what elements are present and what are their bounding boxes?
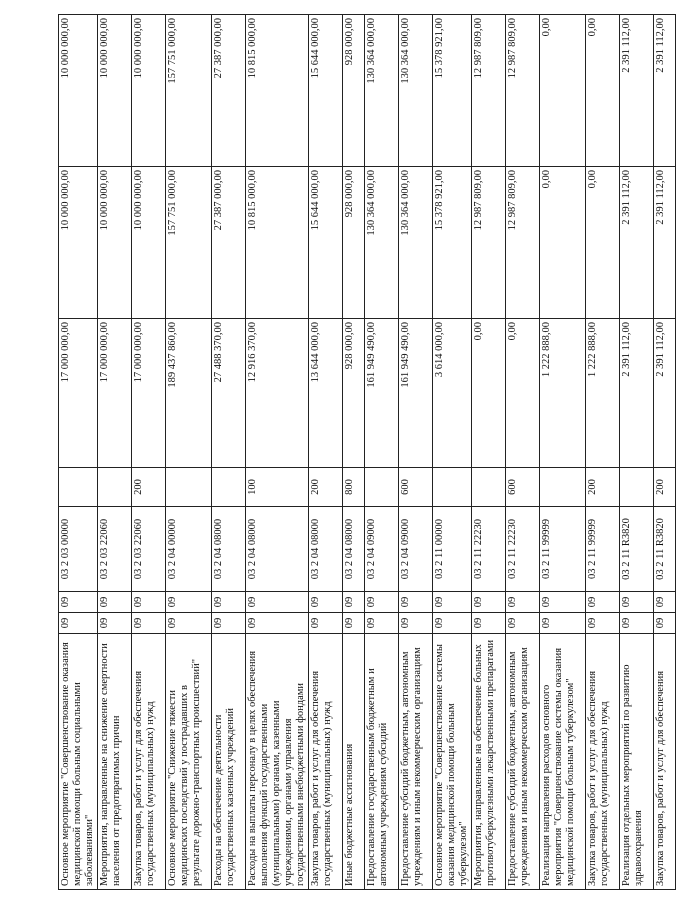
amount-year2-cell: 928 000,00 (343, 167, 365, 319)
amount-year1-cell: 3 614 000,00 (433, 319, 472, 468)
row-name-cell: Основное мероприятие "Совершенствование системы оказания медицинской помощи больным туберкулезом" (433, 634, 472, 890)
table-row (540, 15, 586, 890)
expense-type-cell: 200 (309, 468, 343, 507)
section-code-cell: 09 (246, 592, 309, 613)
row-name-cell: Расходы на выплаты персоналу в целях обеспечения выполнения функций государственными (муниципальными) органами, казенными учреждениями, органами управления государственными внебюджетными фондами (246, 634, 309, 890)
ministry-code-cell: 09 (343, 613, 365, 634)
target-article-cell: 03 2 04 09000 (399, 507, 433, 592)
amount-year3-cell: 130 364 000,00 (365, 15, 399, 167)
amount-year3-cell: 15 378 921,00 (433, 15, 472, 167)
expense-type-cell: 600 (399, 468, 433, 507)
expense-type-cell (620, 468, 654, 507)
table-row (365, 15, 399, 890)
section-code-cell: 09 (506, 592, 540, 613)
amount-year3-cell: 928 000,00 (343, 15, 365, 167)
amount-year1-cell: 2 391 112,00 (654, 319, 676, 468)
amount-year3-cell: 130 364 000,00 (399, 15, 433, 167)
row-name-cell: Предоставление государственным бюджетным и автономным учреждениям субсидий (365, 634, 399, 890)
amount-year2-cell: 10 000 000,00 (132, 167, 166, 319)
amount-year1-cell: 13 644 000,00 (309, 319, 343, 468)
section-code-cell: 09 (212, 592, 246, 613)
ministry-code-cell: 09 (132, 613, 166, 634)
amount-year3-cell: 2 391 112,00 (620, 15, 654, 167)
expense-type-cell (166, 468, 212, 507)
ministry-code-cell: 09 (433, 613, 472, 634)
amount-year3-cell: 10 000 000,00 (98, 15, 132, 167)
ministry-code-cell: 09 (472, 613, 506, 634)
target-article-cell: 03 2 11 22230 (506, 507, 540, 592)
section-code-cell: 09 (654, 592, 676, 613)
amount-year2-cell: 130 364 000,00 (365, 167, 399, 319)
section-code-cell: 09 (472, 592, 506, 613)
ministry-code-cell: 09 (309, 613, 343, 634)
table-row (433, 15, 472, 890)
amount-year2-cell: 10 000 000,00 (98, 167, 132, 319)
amount-year2-cell: 0,00 (586, 167, 620, 319)
row-name-cell: Реализация отдельных мероприятий по развитию здравоохранения (620, 634, 654, 890)
expense-type-cell: 100 (246, 468, 309, 507)
expense-type-cell: 200 (654, 468, 676, 507)
amount-year1-cell: 161 949 490,00 (399, 319, 433, 468)
ministry-code-cell: 09 (399, 613, 433, 634)
amount-year3-cell: 15 644 000,00 (309, 15, 343, 167)
row-name-cell: Иные бюджетные ассигнования (343, 634, 365, 890)
target-article-cell: 03 2 11 00000 (433, 507, 472, 592)
expense-type-cell: 200 (586, 468, 620, 507)
target-article-cell: 03 2 11 22230 (472, 507, 506, 592)
row-name-cell: Основное мероприятие "Совершенствование оказания медицинской помощи больным социальными заболеваниями" (59, 634, 98, 890)
target-article-cell: 03 2 04 08000 (212, 507, 246, 592)
amount-year2-cell: 2 391 112,00 (620, 167, 654, 319)
amount-year2-cell: 2 391 112,00 (654, 167, 676, 319)
amount-year1-cell: 0,00 (472, 319, 506, 468)
expense-type-cell (212, 468, 246, 507)
ministry-code-cell: 09 (59, 613, 98, 634)
ministry-code-cell: 09 (540, 613, 586, 634)
ministry-code-cell: 09 (586, 613, 620, 634)
table-row (59, 15, 98, 890)
row-name-cell: Основное мероприятие "Снижение тяжести медицинских последствий у пострадавших в результате дорожно-транспортных происшествий" (166, 634, 212, 890)
amount-year1-cell: 17 000 000,00 (98, 319, 132, 468)
section-code-cell: 09 (98, 592, 132, 613)
amount-year3-cell: 12 987 809,00 (472, 15, 506, 167)
section-code-cell: 09 (620, 592, 654, 613)
ministry-code-cell: 09 (620, 613, 654, 634)
row-name-cell: Закупка товаров, работ и услуг для обеспечения государственных (муниципальных) нужд (586, 634, 620, 890)
amount-year2-cell: 15 378 921,00 (433, 167, 472, 319)
table-row (472, 15, 506, 890)
amount-year3-cell: 27 387 000,00 (212, 15, 246, 167)
table-row (246, 15, 309, 890)
amount-year2-cell: 12 987 809,00 (506, 167, 540, 319)
amount-year1-cell: 17 000 000,00 (132, 319, 166, 468)
expense-type-cell (98, 468, 132, 507)
amount-year1-cell: 0,00 (506, 319, 540, 468)
amount-year2-cell: 27 387 000,00 (212, 167, 246, 319)
amount-year1-cell: 17 000 000,00 (59, 319, 98, 468)
expense-type-cell: 600 (506, 468, 540, 507)
table-row (343, 15, 365, 890)
target-article-cell: 03 2 11 R3820 (620, 507, 654, 592)
target-article-cell: 03 2 04 08000 (343, 507, 365, 592)
section-code-cell: 09 (540, 592, 586, 613)
table-row (654, 15, 676, 890)
budget-table (58, 14, 676, 890)
row-name-cell: Предоставление субсидий бюджетным, автономным учреждениям и иным некоммерческим организациям (399, 634, 433, 890)
target-article-cell: 03 2 04 00000 (166, 507, 212, 592)
ministry-code-cell: 09 (365, 613, 399, 634)
ministry-code-cell: 09 (166, 613, 212, 634)
amount-year1-cell: 27 488 370,00 (212, 319, 246, 468)
amount-year2-cell: 0,00 (540, 167, 586, 319)
amount-year3-cell: 2 391 112,00 (654, 15, 676, 167)
amount-year2-cell: 10 815 000,00 (246, 167, 309, 319)
target-article-cell: 03 2 04 08000 (246, 507, 309, 592)
table-row (132, 15, 166, 890)
table-row (309, 15, 343, 890)
target-article-cell: 03 2 11 R3820 (654, 507, 676, 592)
row-name-cell: Реализация направления расходов основного мероприятия "Совершенствование системы оказания медицинской помощи больным туберкулезом" (540, 634, 586, 890)
table-row (98, 15, 132, 890)
table-row (212, 15, 246, 890)
table-row (506, 15, 540, 890)
section-code-cell: 09 (343, 592, 365, 613)
amount-year2-cell: 157 751 000,00 (166, 167, 212, 319)
expense-type-cell: 800 (343, 468, 365, 507)
amount-year3-cell: 10 000 000,00 (132, 15, 166, 167)
target-article-cell: 03 2 11 99999 (540, 507, 586, 592)
row-name-cell: Расходы на обеспечение деятельности государственных казенных учреждений (212, 634, 246, 890)
section-code-cell: 09 (365, 592, 399, 613)
amount-year3-cell: 0,00 (586, 15, 620, 167)
target-article-cell: 03 2 04 09000 (365, 507, 399, 592)
ministry-code-cell: 09 (212, 613, 246, 634)
amount-year3-cell: 12 987 809,00 (506, 15, 540, 167)
section-code-cell: 09 (132, 592, 166, 613)
expense-type-cell: 200 (132, 468, 166, 507)
target-article-cell: 03 2 03 22060 (98, 507, 132, 592)
amount-year3-cell: 10 000 000,00 (59, 15, 98, 167)
target-article-cell: 03 2 04 08000 (309, 507, 343, 592)
expense-type-cell (433, 468, 472, 507)
amount-year1-cell: 1 222 888,00 (540, 319, 586, 468)
table-row (586, 15, 620, 890)
amount-year2-cell: 130 364 000,00 (399, 167, 433, 319)
ministry-code-cell: 09 (246, 613, 309, 634)
expense-type-cell (472, 468, 506, 507)
amount-year1-cell: 2 391 112,00 (620, 319, 654, 468)
expense-type-cell (59, 468, 98, 507)
section-code-cell: 09 (586, 592, 620, 613)
row-name-cell: Мероприятия, направленные на снижение смертности населения от предотвратимых причин (98, 634, 132, 890)
amount-year1-cell: 12 916 370,00 (246, 319, 309, 468)
row-name-cell: Закупка товаров, работ и услуг для обеспечения государственных (муниципальных) нужд (309, 634, 343, 890)
amount-year1-cell: 161 949 490,00 (365, 319, 399, 468)
section-code-cell: 09 (59, 592, 98, 613)
ministry-code-cell: 09 (506, 613, 540, 634)
section-code-cell: 09 (309, 592, 343, 613)
section-code-cell: 09 (433, 592, 472, 613)
row-name-cell: Мероприятия, направленные на обеспечение больных противотуберкулезными лекарственными препаратами (472, 634, 506, 890)
amount-year2-cell: 10 000 000,00 (59, 167, 98, 319)
section-code-cell: 09 (399, 592, 433, 613)
target-article-cell: 03 2 03 22060 (132, 507, 166, 592)
row-name-cell: Предоставление субсидий бюджетным, автономным учреждениям и иным некоммерческим организациям (506, 634, 540, 890)
expense-type-cell (540, 468, 586, 507)
target-article-cell: 03 2 11 99999 (586, 507, 620, 592)
expense-type-cell (365, 468, 399, 507)
row-name-cell: Закупка товаров, работ и услуг для обеспечения (654, 634, 676, 890)
table-row (620, 15, 654, 890)
table-row (166, 15, 212, 890)
amount-year1-cell: 1 222 888,00 (586, 319, 620, 468)
amount-year3-cell: 0,00 (540, 15, 586, 167)
target-article-cell: 03 2 03 00000 (59, 507, 98, 592)
table-row (399, 15, 433, 890)
row-name-cell: Закупка товаров, работ и услуг для обеспечения государственных (муниципальных) нужд (132, 634, 166, 890)
section-code-cell: 09 (166, 592, 212, 613)
amount-year2-cell: 12 987 809,00 (472, 167, 506, 319)
amount-year1-cell: 928 000,00 (343, 319, 365, 468)
amount-year1-cell: 189 437 860,00 (166, 319, 212, 468)
ministry-code-cell: 09 (98, 613, 132, 634)
amount-year3-cell: 157 751 000,00 (166, 15, 212, 167)
amount-year2-cell: 15 644 000,00 (309, 167, 343, 319)
amount-year3-cell: 10 815 000,00 (246, 15, 309, 167)
ministry-code-cell: 09 (654, 613, 676, 634)
